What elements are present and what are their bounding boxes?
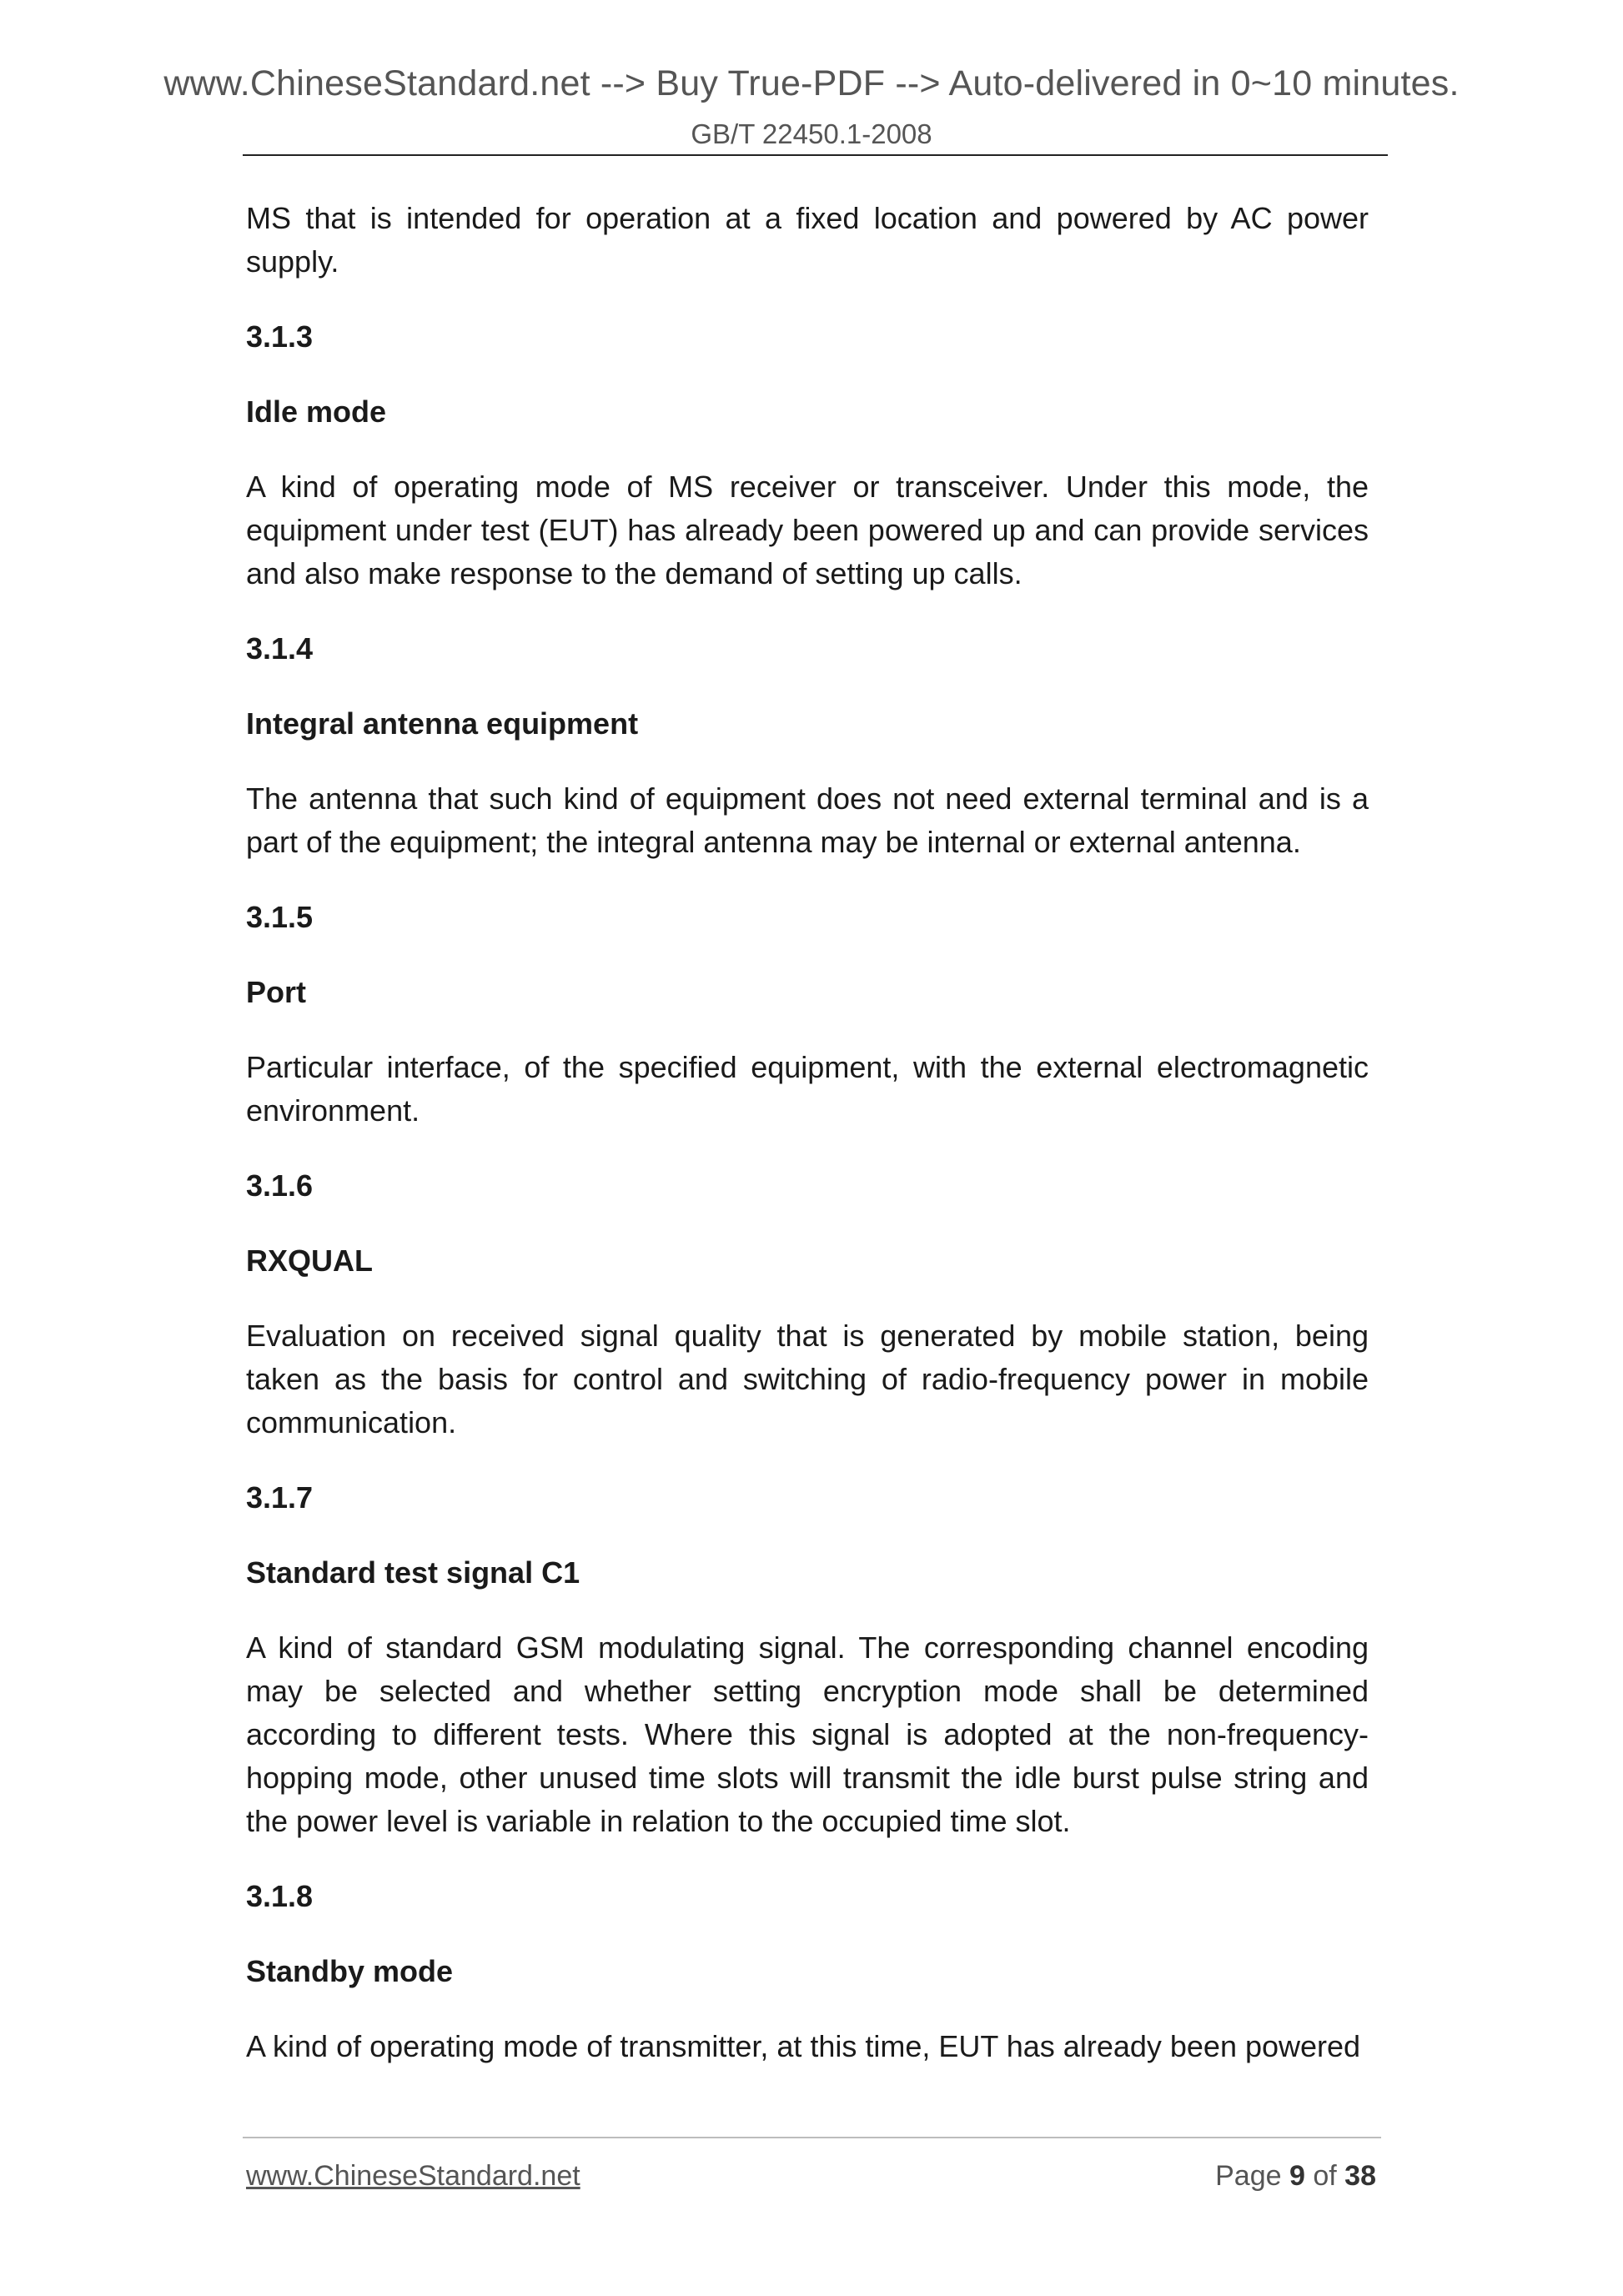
page-total: 38 [1344,2160,1376,2192]
section-3-1-8 [246,1875,1369,2068]
standard-number: GB/T 22450.1-2008 [691,118,932,149]
term-title: RXQUAL [246,1243,373,1278]
clause-number: 3.1.8 [246,1879,314,1913]
term-title: Standby mode [246,1954,454,1988]
term-title: Integral antenna equipment [246,706,639,741]
clause-number: 3.1.7 [246,1480,314,1515]
term-title: Idle mode [246,394,387,429]
term-definition: A kind of standard GSM modulating signal. The corresponding channel encoding may be selected and whether setting encryption mode shall be determined according to different tests. Where this signal is adopted at the non-frequency-hopping mode, other unused time slots will transmit the idle burst pulse string and the power level is variable in relation to the occupied time slot. [246,1630,1369,1838]
term-definition: The antenna that such kind of equipment does not need external terminal and is a part of the equipment; the integral antenna may be internal or external antenna. [246,781,1369,859]
term-definition: Particular interface, of the specified equipment, with the external electromagnetic environment. [246,1050,1369,1128]
clause-number: 3.1.3 [246,319,314,354]
clause-number: 3.1.4 [246,631,314,666]
page-indicator [1215,2160,1376,2193]
document-body [246,197,1369,2100]
term-definition: Evaluation on received signal quality that is generated by mobile station, being taken as the basis for control and switching of radio-frequency power in mobile communication. [246,1319,1369,1439]
section-3-1-4 [246,627,1369,864]
term-title: Port [246,975,306,1009]
intro-paragraph: MS that is intended for operation at a fixed location and powered by AC power supply. [246,201,1369,279]
clause-number: 3.1.5 [246,900,314,934]
footer-site-link[interactable]: www.ChineseStandard.net [246,2160,580,2192]
section-3-1-7 [246,1476,1369,1843]
page-label: Page [1215,2160,1282,2192]
header-banner: www.ChineseStandard.net --> Buy True-PDF --> Auto-delivered in 0~10 minutes. [163,63,1460,103]
page-of: of [1313,2160,1337,2192]
term-title: Standard test signal C1 [246,1555,580,1590]
page-current: 9 [1289,2160,1305,2192]
clause-number: 3.1.6 [246,1168,314,1203]
section-3-1-5 [246,896,1369,1133]
term-definition: A kind of operating mode of transmitter, at this time, EUT has already been powered [246,2029,1361,2063]
header-divider [243,154,1388,156]
footer-divider [243,2137,1381,2138]
section-3-1-6 [246,1164,1369,1444]
term-definition: A kind of operating mode of MS receiver or transceiver. Under this mode, the equipment under test (EUT) has already been powered up and can provide services and also make response to the demand of setting up calls. [246,470,1369,590]
section-3-1-3 [246,315,1369,595]
